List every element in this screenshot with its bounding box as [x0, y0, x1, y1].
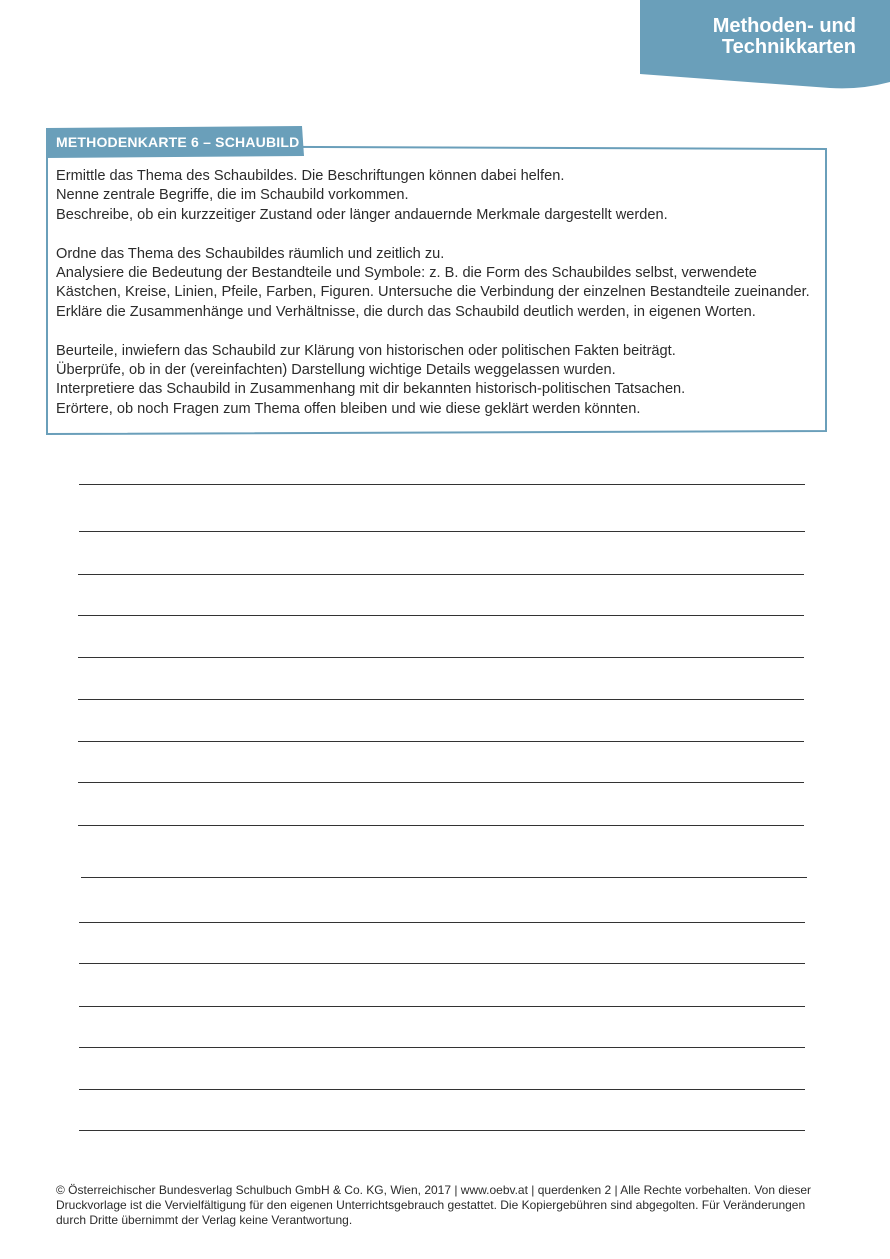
card-body [56, 167, 818, 419]
writing-line[interactable] [78, 825, 804, 826]
card-text-line: Kästchen, Kreise, Linien, Pfeile, Farben, Figuren. Untersuche die Verbindung der einzelnen Bestandteile zueinander. [56, 284, 810, 301]
writing-line[interactable] [81, 877, 807, 878]
writing-line[interactable] [78, 782, 804, 783]
writing-line[interactable] [79, 1006, 805, 1007]
copyright-footer [56, 1183, 846, 1228]
card-text-line: Ordne das Thema des Schaubildes räumlich und zeitlich zu. [56, 245, 445, 262]
footer-line: Druckvorlage ist die Vervielfältigung für den eigenen Unterrichtsgebrauch gestattet. Die Kopiergebühren sind abgegolten. Für Veränderungen [56, 1198, 806, 1212]
card-text-line: Ermittle das Thema des Schaubildes. Die Beschriftungen können dabei helfen. [56, 168, 565, 184]
card-text-line: Erkläre die Zusammenhänge und Verhältnisse, die durch das Schaubild deutlich werden, in eigenen Worten. [56, 303, 756, 320]
card-paragraph [56, 245, 818, 323]
writing-line[interactable] [79, 1130, 805, 1131]
card-header [46, 126, 304, 158]
writing-line[interactable] [79, 484, 805, 485]
card-text-line: Analysiere die Bedeutung der Bestandteile und Symbole: z. B. die Form des Schaubildes selbst, verwendete [56, 265, 757, 282]
card-text-line: Interpretiere das Schaubild in Zusammenhang mit dir bekannten historisch-politischen Tatsachen. [56, 381, 686, 398]
footer-line: durch Dritte übernimmt der Verlag keine Verantwortung. [56, 1213, 353, 1227]
writing-line[interactable] [79, 1047, 805, 1048]
card-text-line: Nenne zentrale Begriffe, die im Schaubild vorkommen. [56, 187, 409, 204]
card-text-line: Erörtere, ob noch Fragen zum Thema offen bleiben und wie diese geklärt werden könnten. [56, 400, 641, 417]
writing-line[interactable] [79, 922, 805, 923]
writing-line[interactable] [78, 741, 804, 742]
card-text-line: Beschreibe, ob ein kurzzeitiger Zustand oder länger andauernde Merkmale dargestellt werden. [56, 206, 668, 223]
corner-tab [640, 0, 890, 90]
writing-line[interactable] [79, 531, 805, 532]
writing-line[interactable] [79, 1089, 805, 1090]
card-text-line: Beurteile, inwiefern das Schaubild zur Klärung von historischen oder politischen Fakten beiträgt. [56, 342, 676, 359]
writing-line[interactable] [79, 963, 805, 964]
card-title: METHODENKARTE 6 – SCHAUBILD [56, 134, 300, 150]
card-text-line: Überprüfe, ob in der (vereinfachten) Darstellung wichtige Details weggelassen wurden. [56, 362, 616, 379]
card-paragraph [56, 167, 818, 225]
footer-line: © Österreichischer Bundesverlag Schulbuch GmbH & Co. KG, Wien, 2017 | www.oebv.at | querdenken 2 | Alle Rechte vorbehalten. Von dieser [56, 1183, 812, 1197]
corner-tab-line-1: Methoden- und [712, 15, 856, 37]
writing-line[interactable] [78, 615, 804, 616]
card-paragraph [56, 342, 818, 420]
corner-tab-title [713, 16, 856, 58]
writing-line[interactable] [78, 657, 804, 658]
corner-tab-line-2: Technikkarten [721, 36, 856, 58]
writing-line[interactable] [78, 699, 804, 700]
writing-line[interactable] [78, 574, 804, 575]
